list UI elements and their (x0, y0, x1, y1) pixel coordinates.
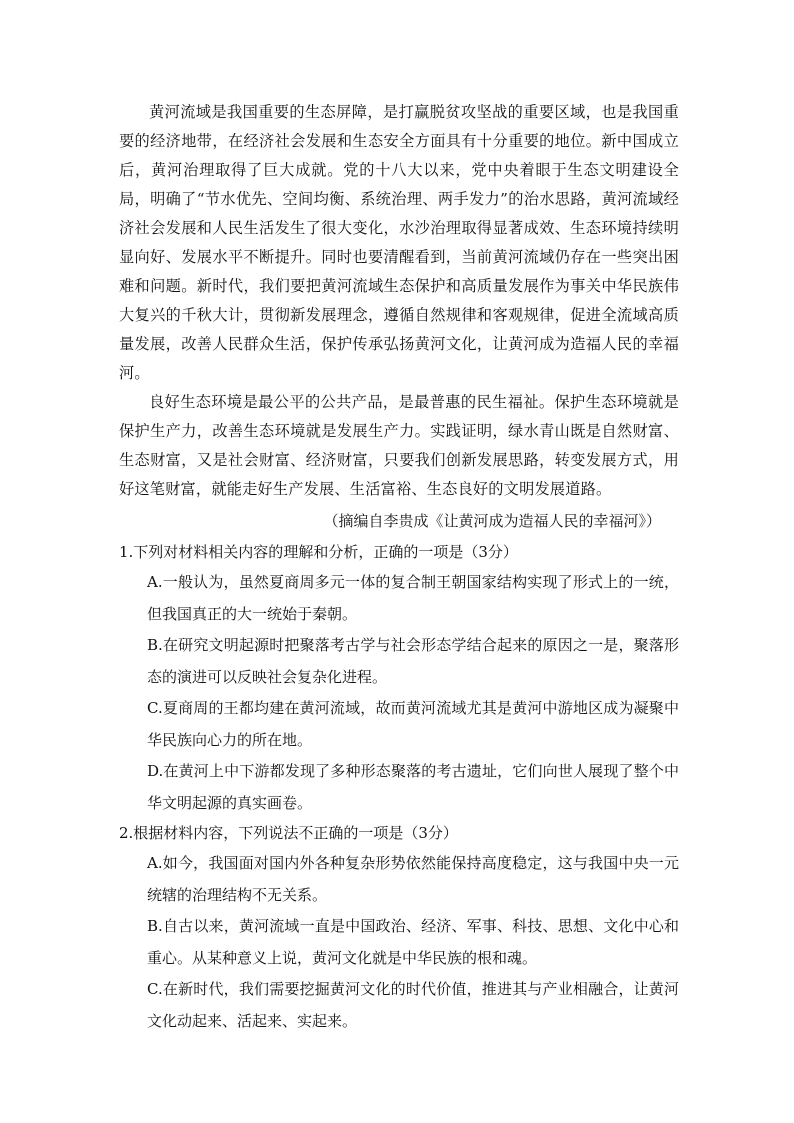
passage-source: （摘编自李贵成《让黄河成为造福人民的幸福河》） (323, 512, 661, 530)
document-page (119, 98, 679, 1037)
question-2 (119, 819, 679, 1037)
passage-paragraph-1: 黄河流域是我国重要的生态屏障，是打赢脱贫攻坚战的重要区域，也是我国重要的经济地带，在经济社会发展和生态安全方面具有十分重要的地位。新中国成立后，黄河治理取得了巨大成就。党的十八大以来，党中央着眼于生态文明建设全局，明确了“节水优先、空间均衡、系统治理、两手发力”的治水思路，黄河流域经济社会发展和人民生活发生了很大变化，水沙治理取得显著成效、生态环境持续明显向好、发展水平不断提升。同时也要清醒看到，当前黄河流域仍存在一些突出困难和问题。新时代，我们要把黄河流域生态保护和高质量发展作为事关中华民族伟大复兴的千秋大计，贯彻新发展理念，遵循自然规律和客观规律，促进全流域高质量发展，改善人民群众生活，保护传承弘扬黄河文化，让黄河成为造福人民的幸福河。 (119, 103, 679, 382)
question-1-option-b: B.在研究文明起源时把聚落考古学与社会形态学结合起来的原因之一是，聚落形态的演进可以反映社会复杂化进程。 (147, 636, 679, 686)
question-1 (119, 538, 679, 819)
question-2-option-a: A.如今，我国面对国内外各种复杂形势依然能保持高度稳定，这与我国中央一元统辖的治理结构不无关系。 (147, 854, 679, 904)
passage-paragraph-2: 良好生态环境是最公平的公共产品，是最普惠的民生福祉。保护生态环境就是保护生产力，改善生态环境就是发展生产力。实践证明，绿水青山既是自然财富、生态财富，又是社会财富、经济财富，只要我们创新发展思路，转变发展方式，用好这笔财富，就能走好生产发展、生活富裕、生态良好的文明发展道路。 (119, 393, 679, 498)
question-1-option-a: A.一般认为，虽然夏商周多元一体的复合制王朝国家结构实现了形式上的一统，但我国真正的大一统始于秦朝。 (147, 573, 679, 623)
question-1-stem: 1.下列对材料相关内容的理解和分析，正确的一项是（3分） (119, 543, 518, 561)
question-2-stem: 2.根据材料内容，下列说法不正确的一项是（3分） (119, 824, 458, 842)
question-1-option-c: C.夏商周的王都均建在黄河流域，故而黄河流域尤其是黄河中游地区成为凝聚中华民族向心力的所在地。 (147, 699, 679, 749)
question-2-option-c: C.在新时代，我们需要挖掘黄河文化的时代价值，推进其与产业相融合，让黄河文化动起来、活起来、实起来。 (147, 980, 679, 1030)
question-2-option-b: B.自古以来，黄河流域一直是中国政治、经济、军事、科技、思想、文化中心和重心。从某种意义上说，黄河文化就是中华民族的根和魂。 (147, 917, 679, 967)
question-1-option-d: D.在黄河上中下游都发现了多种形态聚落的考古遗址，它们向世人展现了整个中华文明起源的真实画卷。 (147, 762, 679, 812)
